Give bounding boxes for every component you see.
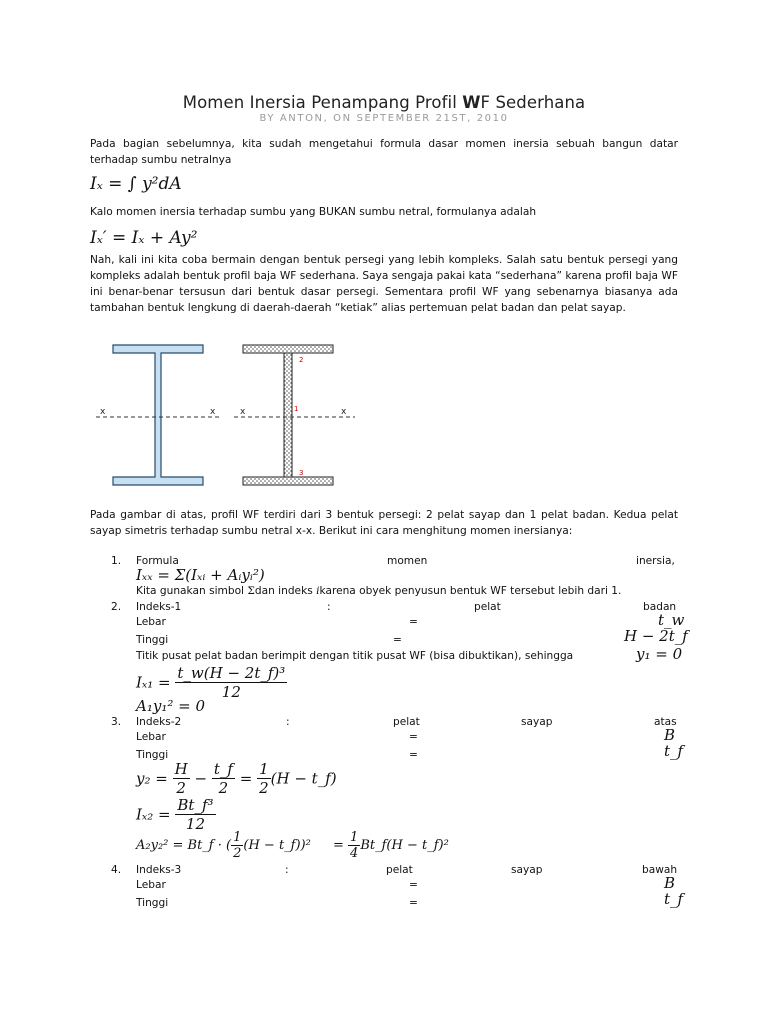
step-number: 4. <box>111 864 122 876</box>
height-value: t_f <box>664 890 684 908</box>
step2-colon: : <box>327 601 331 613</box>
step3-index: Indeks-2 <box>136 716 182 728</box>
step1-word: Formula <box>136 555 179 567</box>
height-value: t_f <box>664 742 684 760</box>
step4-word: sayap <box>511 864 543 876</box>
step1-formula: Iₓₓ = Σ(Iₓᵢ + Aᵢyᵢ²) <box>136 566 265 584</box>
height-value: H − 2t_f <box>624 627 688 645</box>
figure-explanation: Pada gambar di atas, profil WF terdiri dari 3 bentuk persegi: 2 pelat sayap dan 1 pelat badan. Kedua pelat sayap simetris terhadap sumbu netral x-x. Berikut ini cara menghitung momen inersianya: <box>90 509 678 537</box>
step4-colon: : <box>285 864 289 876</box>
intro-paragraph-1: Pada bagian sebelumnya, kita sudah mengetahui formula dasar momen inersia sebuah bangun datar terhadap sumbu netralnya <box>90 138 678 166</box>
step1-word: inersia, <box>636 555 675 567</box>
page-title: Momen Inersia Penampang Profil WF Sederhana <box>182 93 586 112</box>
step2-index: Indeks-1 <box>136 601 182 613</box>
width-label: Lebar <box>136 731 166 743</box>
ix2-equation: Iₓ₂ = $\frac{\text{Bt\_f³}}{12}$ <box>136 796 214 833</box>
step2-note: Titik pusat pelat badan berimpit dengan titik pusat WF (bisa dibuktikan), sehingga <box>136 650 574 662</box>
axis-label: x <box>210 407 216 417</box>
step1-word: momen <box>387 555 428 567</box>
equation-parallel-axis: Iₓ′ = Iₓ + Ay² <box>90 228 198 248</box>
step2-word: badan <box>643 601 677 613</box>
intro-paragraph-3: Nah, kali ini kita coba bermain dengan bentuk persegi yang lebih kompleks. Salah satu bentuk persegi yang kompleks adalah bentuk profil baja WF sederhana. Saya sengaja pakai kata “sederhana” karena profil baja WF ini benar-benar tersusun dari bentuk dasar persegi. Sementara profil WF yang sebenarnya biasanya ada tambahan bentuk lengkung di daerah-daerah “ketiak” alias pertemuan pelat badan dan pelat sayap. <box>90 254 678 314</box>
axis-label: x <box>240 407 246 417</box>
part-label-3: 3 <box>299 469 304 477</box>
part-label-2: 2 <box>299 356 304 364</box>
equals-sign: = <box>393 634 402 646</box>
i-beam-shape <box>113 345 203 485</box>
equals-sign: = <box>409 731 418 743</box>
axis-label: x <box>341 407 347 417</box>
height-label: Tinggi <box>136 634 169 646</box>
byline: BY ANTON, ON SEPTEMBER 21ST, 2010 <box>259 113 509 124</box>
step3-word: atas <box>654 716 677 728</box>
bottom-flange-plate <box>243 477 333 485</box>
equals-sign: = <box>409 897 418 909</box>
width-label: Lebar <box>136 879 166 891</box>
step4-word: bawah <box>642 864 678 876</box>
step4-index: Indeks-3 <box>136 864 182 876</box>
a1y1-equation: A₁y₁² = 0 <box>136 697 205 715</box>
height-label: Tinggi <box>136 749 169 761</box>
step3-word: sayap <box>521 716 553 728</box>
axis-label: x <box>100 407 106 417</box>
step3-colon: : <box>286 716 290 728</box>
width-value: B <box>664 726 676 744</box>
intro-paragraph-2: Kalo momen inersia terhadap sumbu yang BUKAN sumbu netral, formulanya adalah <box>90 206 537 218</box>
step-number: 3. <box>111 716 122 728</box>
a2y2-equation: A₂y₂² = Bt_f · ( $\frac{1}{2}$ (H − t_f))² = $\frac{1}{4}$ Bt_f(H − t_f)² <box>136 830 449 861</box>
equals-sign: = <box>409 879 418 891</box>
step-number: 1. <box>111 555 122 567</box>
step1-note: Kita gunakan simbol Σdan indeks ikarena obyek penyusun bentuk WF tersebut lebih dari 1. <box>136 585 622 597</box>
height-label: Tinggi <box>136 897 169 909</box>
step-number: 2. <box>111 601 122 613</box>
wf-profile-figure <box>90 338 370 498</box>
width-value: t_w <box>658 611 685 629</box>
web-plate <box>284 353 292 477</box>
step3-word: pelat <box>393 716 420 728</box>
equation-moment-inertia: Iₓ = ∫ y²dA <box>90 174 182 194</box>
step2-word: pelat <box>474 601 501 613</box>
ix1-equation: Iₓ₁ = $\frac{\text{t\_w(H − 2t\_f)³}}{12}$ <box>136 664 286 701</box>
width-value: B <box>664 874 676 892</box>
part-label-1: 1 <box>294 405 299 413</box>
y2-equation: y₂ = $\frac{H}{2}$ − $\frac{t\_f}{2}$ = $\frac{1}{2}$ (H − t_f) <box>136 760 337 797</box>
equals-sign: = <box>409 616 418 628</box>
width-label: Lebar <box>136 616 166 628</box>
y1-equation: y₁ = 0 <box>636 645 683 663</box>
equals-sign: = <box>409 749 418 761</box>
top-flange-plate <box>243 345 333 353</box>
step4-word: pelat <box>386 864 413 876</box>
